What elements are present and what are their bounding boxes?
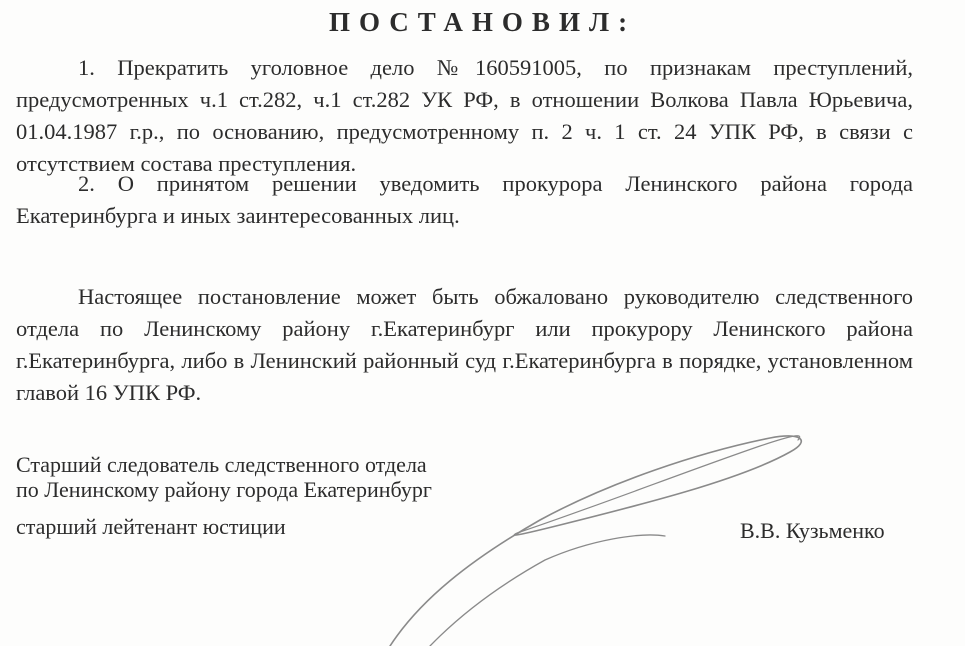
paragraph-notify-prosecutor: 2. О принятом решении уведомить прокурора Ленинского района города Екатеринбурга и иных заинтересованных лиц. <box>16 171 913 228</box>
signatory-name: В.В. Кузьменко <box>740 518 885 543</box>
paragraph-appeal-notice: Настоящее постановление может быть обжаловано руководителю следственного отдела по Ленинскому району г.Екатеринбург или прокурору Ленинского района г.Екатеринбурга, либо в Ленинский районный суд г.Екатеринбурга в порядке, установленном главой 16 УПК РФ. <box>16 284 913 405</box>
signature-stroke-tail <box>430 535 665 646</box>
signatory-position-line1: Старший следователь следственного отдела <box>16 452 427 477</box>
document-heading: ПОСТАНОВИЛ: <box>328 7 637 37</box>
paragraph-terminate-case: 1. Прекратить уголовное дело №160591005, по признакам преступлений, предусмотренных ч.1 ст.282, ч.1 ст.282 УК РФ, в отношении Волкова Павла Юрьевича, 01.04.1987 г.р., по основанию, предусмотренному п. 2 ч. 1 ст. 24 УПК РФ, в связи с отсутствием состава преступления. <box>16 55 913 176</box>
signatory-position-line2: по Ленинскому району города Екатеринбург <box>16 477 432 502</box>
signatory-rank: старший лейтенант юстиции <box>16 514 286 539</box>
